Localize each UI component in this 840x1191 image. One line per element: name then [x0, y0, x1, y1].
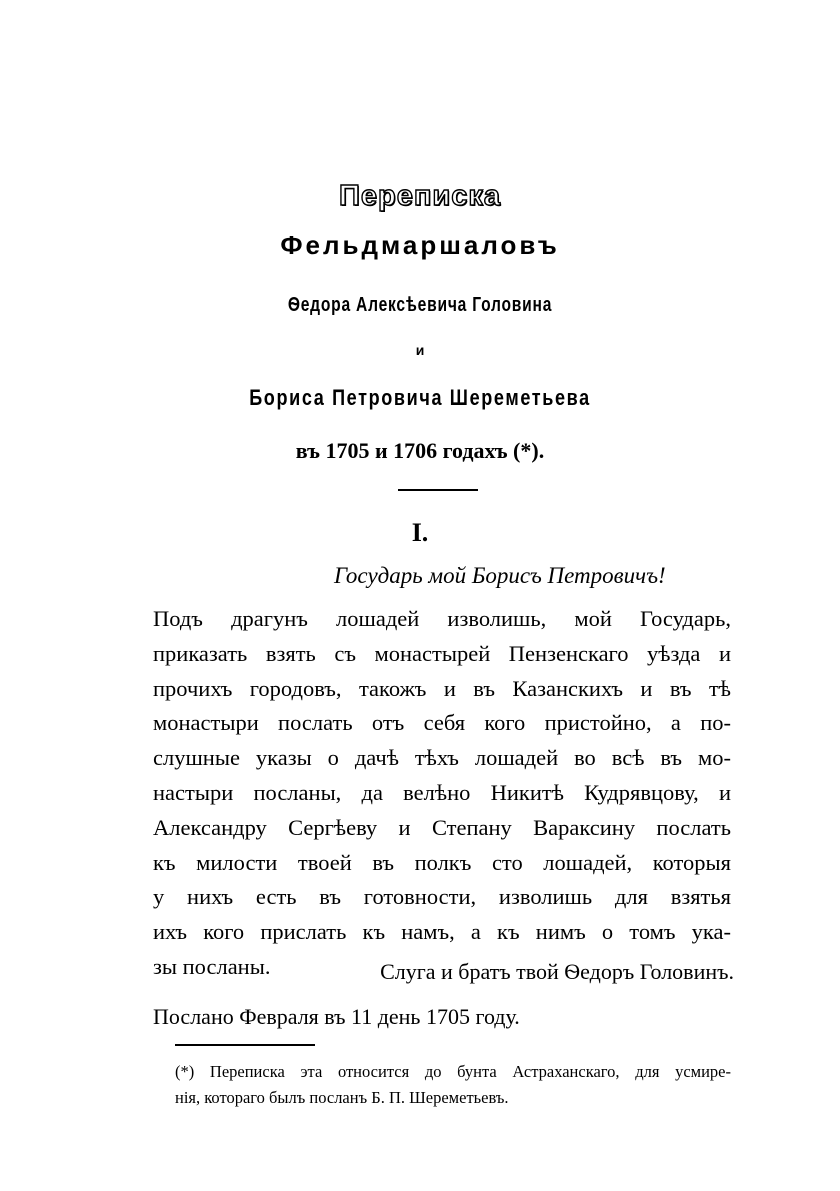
footnote-divider: [175, 1044, 315, 1046]
title-line-3: Ѳедора Алексѣевича Головина: [287, 294, 553, 316]
letter-line: прочихъ городовъ, такожъ и въ Казанскихъ и въ тѣ: [153, 676, 731, 701]
letter-line: приказать взять съ монастырей Пензенскаго уѣзда и: [153, 641, 731, 666]
letter-line: настыри посланы, да велѣно Никитѣ Кудрявцову, и: [153, 780, 731, 805]
title-divider: [398, 489, 478, 491]
signature-line: Слуга и братъ твой Ѳедоръ Головинъ.: [380, 959, 734, 984]
letter-line: ихъ кого прислать къ намъ, а къ нимъ о томъ ука-: [153, 919, 731, 944]
footnote-line: (*) Переписка эта относится до бунта Астраханскаго, для усмире-: [175, 1062, 731, 1081]
title-line-6: въ 1705 и 1706 годахъ (*).: [295, 438, 545, 463]
title-line-2: Фельдмаршаловъ: [280, 230, 560, 260]
letter-line: къ милости твоей въ полкъ сто лошадей, которыя: [153, 850, 731, 875]
salutation: Государь мой Борисъ Петровичъ!: [334, 563, 666, 588]
letter-line: Подъ драгунъ лошадей изволишь, мой Государь,: [153, 606, 731, 631]
footnote-line: нія, котораго былъ посланъ Б. П. Шереметьевъ.: [175, 1088, 509, 1107]
letter-line: слушные указы о дачѣ тѣхъ лошадей во всѣ въ мо-: [153, 745, 731, 770]
letter-line: у нихъ есть въ готовности, изволишь для взятья: [153, 884, 731, 909]
title-line-4: и: [415, 342, 425, 358]
title-line-1: Переписка: [339, 180, 501, 212]
letter-line: монастыри послать отъ себя кого пристойно, а по-: [153, 710, 731, 735]
letter-line: зы посланы.: [153, 954, 271, 979]
sent-date-line: Послано Февраля въ 11 день 1705 году.: [153, 1004, 520, 1029]
title-line-5: Бориса Петровича Шереметьева: [249, 385, 591, 410]
letter-line: Александру Сергѣеву и Степану Вараксину послать: [153, 815, 731, 840]
section-numeral: I.: [411, 518, 429, 547]
